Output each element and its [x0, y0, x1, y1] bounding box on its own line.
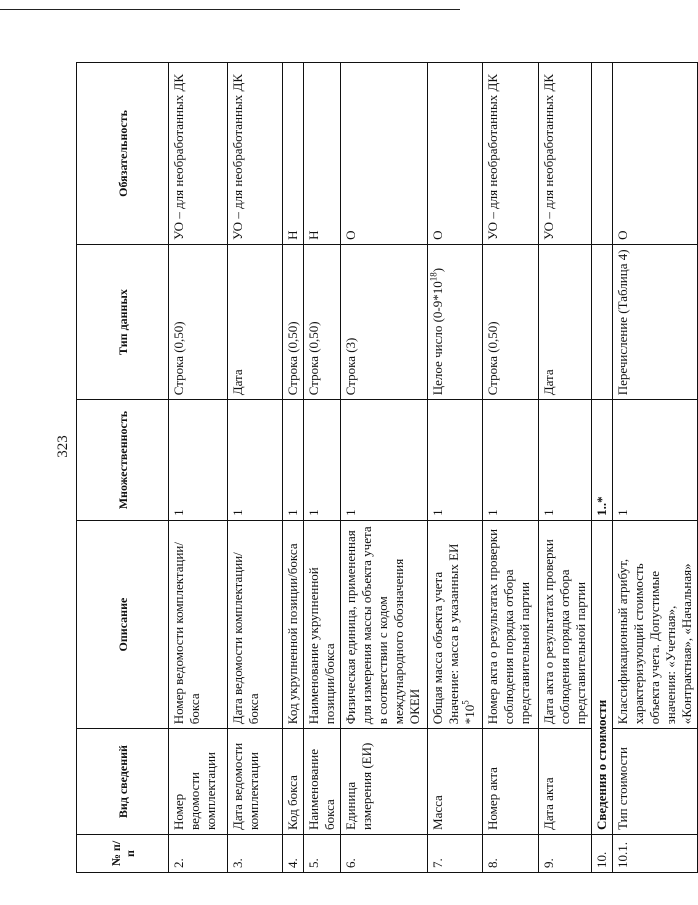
desc-text: Общая масса объекта учета Значение: масса в указанных ЕИ *10 — [430, 543, 477, 725]
cell-mult: 1 — [539, 400, 592, 521]
header-no: № п/п — [77, 834, 169, 872]
cell-mult: 1 — [428, 400, 483, 521]
table-row — [283, 63, 304, 873]
cell-no: 8. — [483, 834, 539, 872]
cell-req: УО – для необработанных ДК — [539, 63, 592, 245]
table-row — [613, 63, 698, 873]
table-row — [341, 63, 428, 873]
cell-req: Н — [283, 63, 304, 245]
cell-no: 4. — [283, 834, 304, 872]
header-kind: Вид сведений — [77, 729, 169, 835]
cell-req: Н — [304, 63, 341, 245]
header-mult: Множественность — [77, 400, 169, 521]
header-req: Обязательность — [77, 63, 169, 245]
cell-desc: Номер акта о результатах проверки соблюдения порядка отбора представительной партии — [483, 520, 539, 728]
cell-mult: 1 — [483, 400, 539, 521]
cell-mult: 1 — [341, 400, 428, 521]
cell-mult: 1 — [228, 400, 283, 521]
cell-kind: Дата ведомости комплектации — [228, 729, 283, 835]
cell-type: Строка (0,50) — [169, 244, 228, 399]
cell-desc: Физическая единица, примененная для измерения массы объекта учета в соответствии с кодом международного обозначения ОКЕИ — [341, 520, 428, 728]
cell-type: Строка (3) — [341, 244, 428, 399]
cell-type: Дата — [228, 244, 283, 399]
cell-req: О — [613, 63, 698, 245]
cell-kind: Тип стоимости — [613, 729, 698, 835]
cell-no: 7. — [428, 834, 483, 872]
cell-desc: Дата ведомости комплектации/бокса — [228, 520, 283, 728]
data-table — [76, 62, 698, 873]
cell-desc: Код укрупненной позиции/бокса — [283, 520, 304, 728]
table-row — [228, 63, 283, 873]
table-row — [483, 63, 539, 873]
type-superscript: 18 — [428, 272, 439, 282]
cell-mult: 1..* — [592, 400, 613, 521]
section-title: Сведения о стоимости — [592, 520, 613, 834]
cell-kind: Дата акта — [539, 729, 592, 835]
cell-type: Дата — [539, 244, 592, 399]
table-header-row — [77, 63, 169, 873]
cell-req — [592, 63, 613, 245]
cell-no: 10.1. — [613, 834, 698, 872]
cell-mult: 1 — [304, 400, 341, 521]
page-number: 323 — [54, 435, 71, 458]
cell-kind: Код бокса — [283, 729, 304, 835]
cell-req: О — [428, 63, 483, 245]
cell-kind: Масса — [428, 729, 483, 835]
cell-req: УО – для необработанных ДК — [169, 63, 228, 245]
table-row — [169, 63, 228, 873]
rotated-table-container — [76, 62, 694, 873]
top-rule — [0, 9, 460, 10]
table-row-section — [592, 63, 613, 873]
cell-no: 10. — [592, 834, 613, 872]
cell-no: 3. — [228, 834, 283, 872]
cell-no: 6. — [341, 834, 428, 872]
cell-type — [592, 244, 613, 399]
header-desc: Описание — [77, 520, 169, 728]
cell-no: 2. — [169, 834, 228, 872]
cell-kind: Номер акта — [483, 729, 539, 835]
cell-req: УО – для необработанных ДК — [228, 63, 283, 245]
cell-type: Строка (0,50) — [283, 244, 304, 399]
table-row — [539, 63, 592, 873]
table-row — [428, 63, 483, 873]
cell-no: 9. — [539, 834, 592, 872]
cell-desc — [428, 520, 483, 728]
cell-type: Перечисление (Таблица 4) — [613, 244, 698, 399]
header-type: Тип данных — [77, 244, 169, 399]
cell-desc: Классификационный атрибут, характеризующий стоимость объекта учета. Допустимые значения: «Учетная», «Контрактная», «Начальная» — [613, 520, 698, 728]
cell-desc: Наименование укрупненной позиции/бокса — [304, 520, 341, 728]
cell-mult: 1 — [613, 400, 698, 521]
cell-req: О — [341, 63, 428, 245]
cell-no: 5. — [304, 834, 341, 872]
cell-type — [428, 244, 483, 399]
cell-type: Строка (0,50) — [304, 244, 341, 399]
cell-kind: Наименование бокса — [304, 729, 341, 835]
cell-req: УО – для необработанных ДК — [483, 63, 539, 245]
cell-mult: 1 — [283, 400, 304, 521]
cell-type: Строка (0,50) — [483, 244, 539, 399]
type-text: Целое число (0-9*10 — [430, 281, 445, 396]
table-row — [304, 63, 341, 873]
type-text-end: ) — [430, 267, 445, 273]
cell-kind: Единица измерения (ЕИ) — [341, 729, 428, 835]
desc-superscript: 5 — [460, 700, 471, 705]
cell-desc: Дата акта о результатах проверки соблюдения порядка отбора представительной партии — [539, 520, 592, 728]
cell-kind: Номер ведомости комплектации — [169, 729, 228, 835]
cell-mult: 1 — [169, 400, 228, 521]
cell-desc: Номер ведомости комплектации/бокса — [169, 520, 228, 728]
